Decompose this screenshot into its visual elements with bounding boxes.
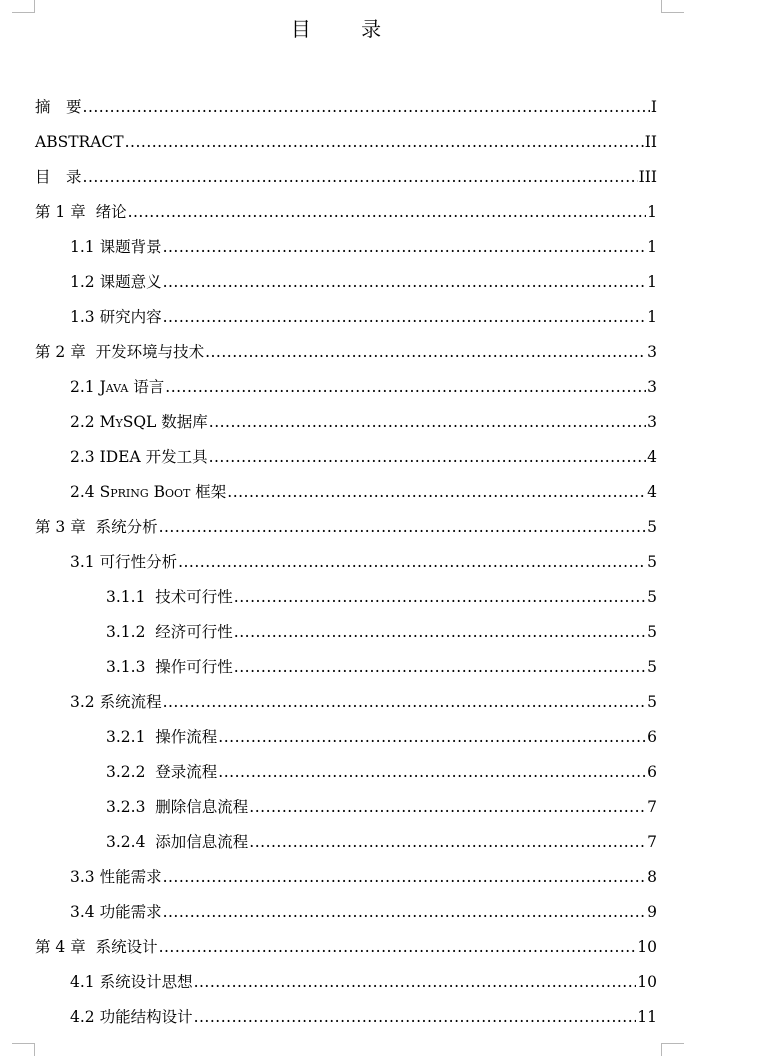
toc-entry-label: 4.1 系统设计思想 (70, 973, 193, 991)
toc-entry-label: 摘 要 (35, 98, 82, 116)
toc-entry[interactable] (70, 685, 657, 720)
crop-mark-top-left (12, 0, 35, 13)
toc-entry[interactable] (70, 965, 657, 1000)
toc-leader-dots (128, 195, 647, 230)
toc-entry[interactable] (70, 405, 657, 440)
toc-entry-label: 1.1 课题背景 (70, 238, 162, 256)
toc-entry-label: 3.1.1 技术可行性 (106, 588, 233, 606)
toc-leader-dots (194, 965, 637, 1000)
toc-leader-dots (234, 615, 646, 650)
toc-entry[interactable] (106, 720, 657, 755)
toc-entry[interactable] (35, 930, 657, 965)
toc-leader-dots (209, 440, 647, 475)
toc-page-number: 5 (647, 693, 657, 711)
toc-leader-dots (159, 930, 637, 965)
toc-entry-label: 第 4 章 系统设计 (35, 938, 158, 956)
toc-leader-dots (163, 860, 647, 895)
toc-page-number: 5 (647, 518, 657, 536)
toc-entry[interactable] (70, 300, 657, 335)
toc-entry[interactable] (35, 510, 657, 545)
crop-mark-top-right (661, 0, 684, 13)
toc-entry-label: 第 2 章 开发环境与技术 (35, 343, 205, 361)
toc-leader-dots (163, 230, 647, 265)
toc-leader-dots (218, 720, 646, 755)
toc-entry[interactable] (35, 195, 657, 230)
toc-entry[interactable] (70, 475, 657, 510)
toc-leader-dots (178, 545, 646, 580)
toc-entry-label: 3.1 可行性分析 (70, 553, 178, 571)
toc-entry[interactable] (70, 545, 657, 580)
toc-entry-label: 3.2.1 操作流程 (106, 728, 218, 746)
toc-leader-dots (234, 650, 646, 685)
toc-page-number: 7 (647, 798, 657, 816)
toc-entry[interactable] (70, 860, 657, 895)
toc-page-number: 5 (647, 658, 657, 676)
toc-leader-dots (163, 895, 647, 930)
toc-leader-dots (227, 475, 646, 510)
toc-leader-dots (83, 160, 638, 195)
toc-page-number: 5 (647, 623, 657, 641)
toc-entry[interactable] (35, 125, 657, 160)
toc-entry-label: ABSTRACT (35, 133, 124, 151)
toc-leader-dots (234, 580, 646, 615)
toc-entry-label: 1.2 课题意义 (70, 273, 162, 291)
toc-page-number: 3 (647, 413, 657, 431)
toc-leader-dots (163, 265, 647, 300)
page-title: 目 录 (290, 17, 404, 41)
toc-page-number: 1 (647, 273, 657, 291)
toc-entry-label: 3.2.3 删除信息流程 (106, 798, 249, 816)
toc-page-number: I (650, 98, 657, 116)
toc-page-number: 10 (637, 938, 657, 956)
toc-page-number: 1 (647, 203, 657, 221)
toc-entry-label: 2.2 MySQL 数据库 (70, 413, 208, 431)
toc-entry[interactable] (70, 895, 657, 930)
toc-entry[interactable] (106, 755, 657, 790)
toc-entry-label: 1.3 研究内容 (70, 308, 162, 326)
toc-leader-dots (163, 300, 647, 335)
toc-entry-label: 4.2 功能结构设计 (70, 1008, 193, 1026)
toc-entry[interactable] (106, 790, 657, 825)
toc-entry-label: 3.1.3 操作可行性 (106, 658, 233, 676)
toc-entry-label: 目 录 (35, 168, 82, 186)
toc-page-number: 11 (637, 1008, 657, 1026)
crop-mark-bottom-left (12, 1043, 35, 1056)
crop-mark-bottom-right (661, 1043, 684, 1056)
toc-leader-dots (125, 125, 644, 160)
toc-entry[interactable] (35, 160, 657, 195)
toc-page-number: 8 (647, 868, 657, 886)
toc-entry-label: 3.2.4 添加信息流程 (106, 833, 249, 851)
toc-page-number: 7 (647, 833, 657, 851)
toc-entry[interactable] (70, 370, 657, 405)
toc-leader-dots (83, 90, 650, 125)
toc-leader-dots (194, 1000, 637, 1035)
toc-entry[interactable] (70, 1000, 657, 1035)
toc-page-number: 3 (647, 343, 657, 361)
toc-page-number: 3 (647, 378, 657, 396)
toc-page-number: 6 (647, 763, 657, 781)
toc-leader-dots (163, 685, 647, 720)
toc-entry[interactable] (106, 650, 657, 685)
toc-page-number: 6 (647, 728, 657, 746)
table-of-contents (0, 90, 767, 1035)
toc-entry-label: 第 1 章 绪论 (35, 203, 127, 221)
toc-page-number: 5 (647, 553, 657, 571)
toc-page-number: 5 (647, 588, 657, 606)
toc-leader-dots (209, 405, 646, 440)
toc-page-number: 4 (647, 483, 657, 501)
toc-entry[interactable] (106, 580, 657, 615)
toc-entry-label: 3.2.2 登录流程 (106, 763, 218, 781)
toc-entry-label: 3.2 系统流程 (70, 693, 162, 711)
toc-entry-label: 3.1.2 经济可行性 (106, 623, 233, 641)
toc-leader-dots (249, 790, 646, 825)
toc-entry-label: 第 3 章 系统分析 (35, 518, 158, 536)
toc-leader-dots (159, 510, 647, 545)
toc-entry-label: 2.1 Java 语言 (70, 378, 165, 396)
toc-entry-label: 2.4 Spring Boot 框架 (70, 483, 227, 501)
toc-leader-dots (205, 335, 646, 370)
toc-entry[interactable] (70, 440, 657, 475)
toc-page-number: III (638, 168, 657, 186)
toc-page-number: 4 (647, 448, 657, 466)
toc-entry[interactable] (35, 335, 657, 370)
toc-page-number: 10 (637, 973, 657, 991)
toc-leader-dots (165, 370, 646, 405)
toc-page-number: 1 (647, 308, 657, 326)
toc-entry-label: 3.3 性能需求 (70, 868, 162, 886)
toc-entry[interactable] (35, 90, 657, 125)
toc-entry[interactable] (70, 230, 657, 265)
toc-entry[interactable] (70, 265, 657, 300)
toc-entry[interactable] (106, 615, 657, 650)
toc-page-number: II (644, 133, 657, 151)
toc-page-number: 1 (647, 238, 657, 256)
toc-entry-label: 3.4 功能需求 (70, 903, 162, 921)
toc-leader-dots (218, 755, 646, 790)
toc-leader-dots (249, 825, 646, 860)
toc-page-number: 9 (647, 903, 657, 921)
toc-entry-label: 2.3 IDEA 开发工具 (70, 448, 208, 466)
toc-entry[interactable] (106, 825, 657, 860)
